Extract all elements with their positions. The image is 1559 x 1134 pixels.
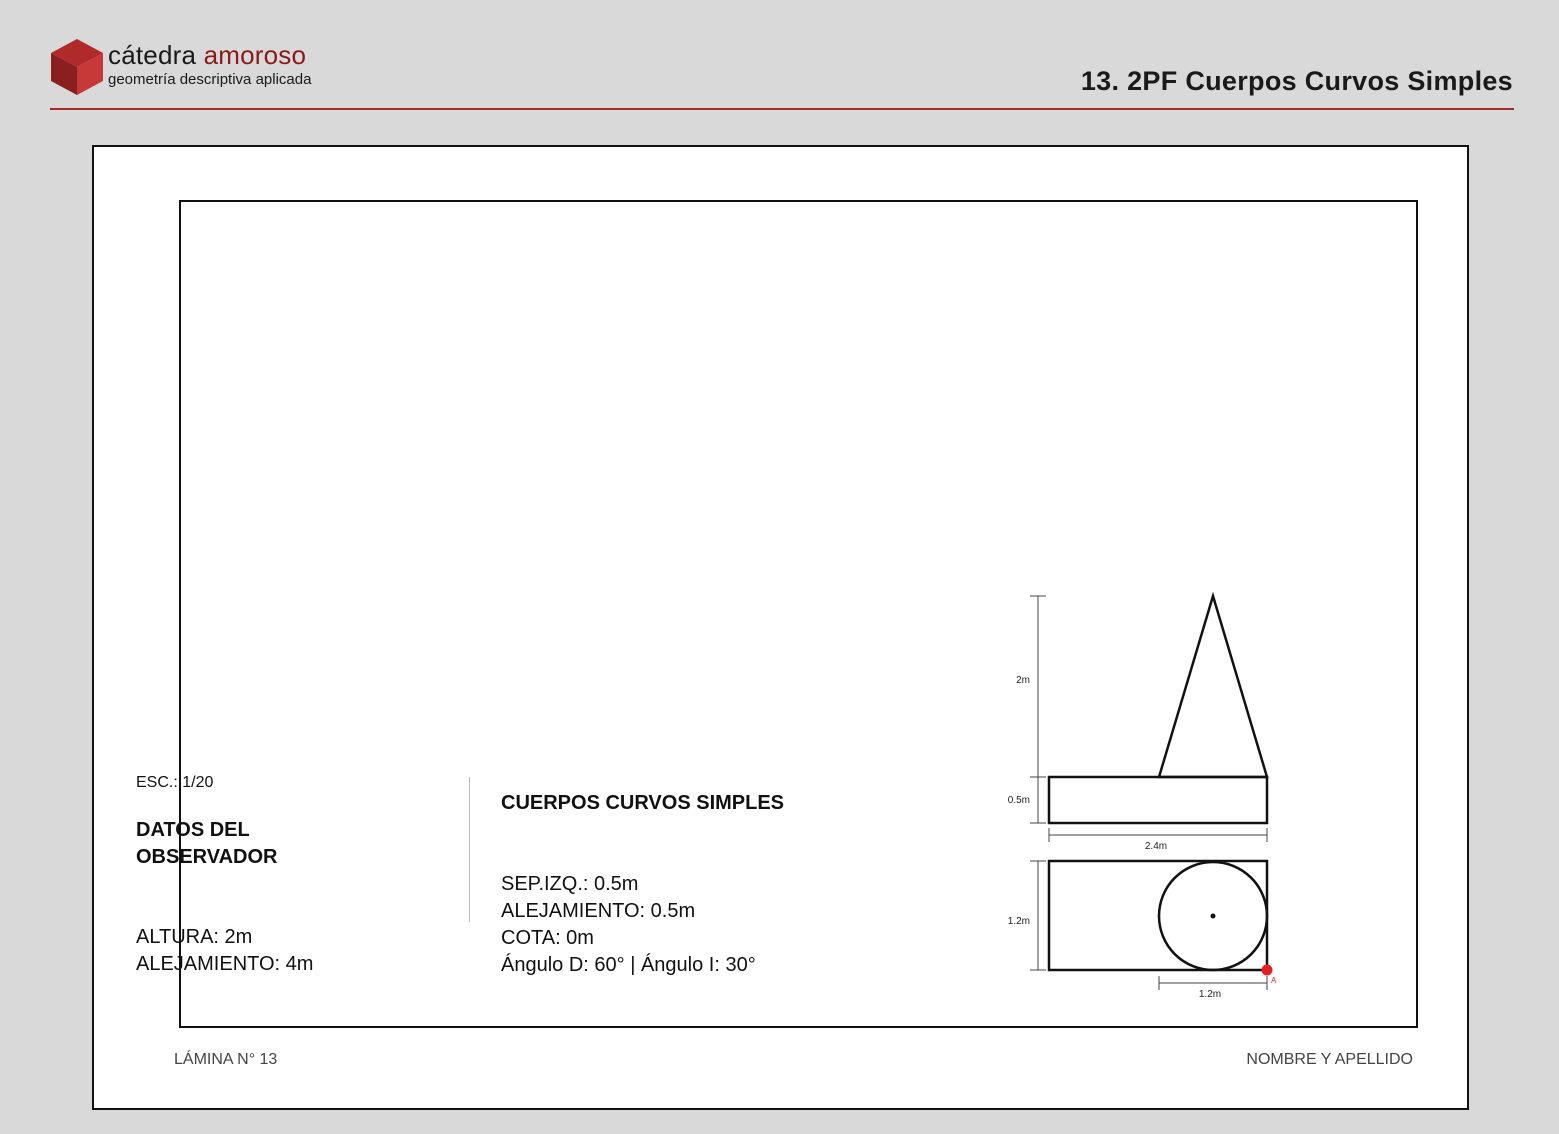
- dim-prism-height: 0.5m: [1007, 795, 1030, 806]
- observer-title: DATOS DEL OBSERVADOR: [136, 819, 278, 868]
- bodies-alejamiento: ALEJAMIENTO: 0.5m: [501, 900, 696, 922]
- scale-label: ESC.: 1/20: [136, 774, 214, 791]
- drawing-sheet: [92, 145, 1469, 1110]
- cone-apex-plan: [1211, 914, 1216, 919]
- point-a-marker: [1262, 965, 1273, 976]
- cube-logo-icon: [48, 38, 106, 96]
- dim-plan-depth: 1.2m: [1007, 916, 1030, 927]
- dim-cone-height-line: [1030, 596, 1046, 777]
- bodies-cota: COTA: 0m: [501, 927, 594, 949]
- observer-alejamiento: ALEJAMIENTO: 4m: [136, 953, 314, 975]
- page-title: 13. 2PF Cuerpos Curvos Simples: [1080, 66, 1513, 96]
- bodies-title: CUERPOS CURVOS SIMPLES: [501, 792, 785, 814]
- prism-elevation: [1049, 777, 1267, 823]
- cone-elevation: [1159, 596, 1267, 777]
- bodies-sep-izq: SEP.IZQ.: 0.5m: [501, 873, 639, 895]
- dim-circle-diameter: 1.2m: [1198, 989, 1222, 1000]
- dim-cone-height: 2m: [1016, 675, 1030, 686]
- dim-prism-height-line: [1030, 777, 1046, 823]
- header-divider: [50, 108, 1514, 110]
- dim-prism-width-line: [1049, 828, 1267, 842]
- brand-name: cátedra amoroso: [108, 40, 307, 70]
- point-a-label: A: [1271, 976, 1277, 985]
- dim-circle-diameter-line: [1159, 976, 1267, 990]
- name-field: NOMBRE Y APELLIDO: [1246, 1051, 1413, 1068]
- dim-plan-depth-line: [1030, 861, 1046, 970]
- orthographic-drawing: [94, 147, 1467, 1108]
- observer-altura: ALTURA: 2m: [136, 926, 253, 948]
- sheet-number: LÁMINA N° 13: [174, 1051, 278, 1068]
- bodies-angles: Ángulo D: 60° | Ángulo I: 30°: [501, 954, 756, 976]
- dim-prism-width: 2.4m: [1144, 841, 1168, 852]
- brand-subtitle: geometría descriptiva aplicada: [108, 71, 312, 88]
